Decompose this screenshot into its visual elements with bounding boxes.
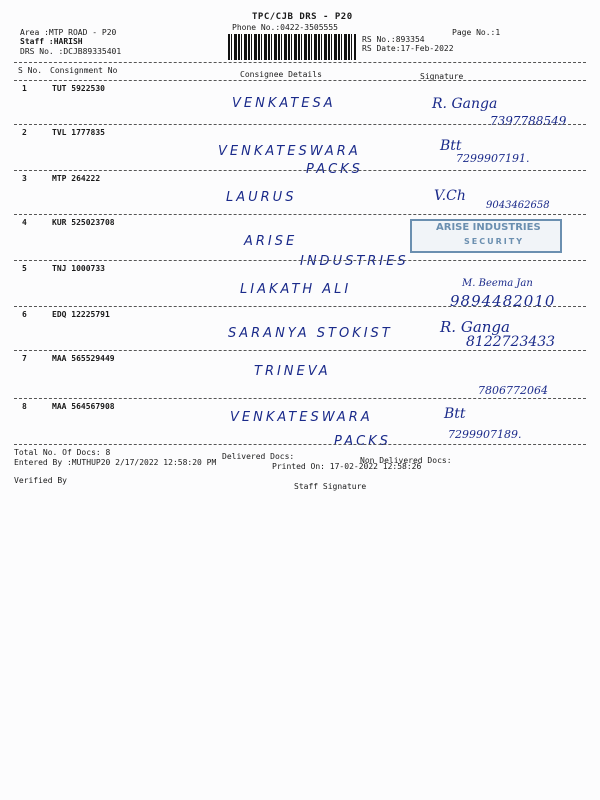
signature-phone: 7397788549	[490, 114, 567, 128]
consignee-name: VENKATESWARA	[230, 410, 373, 425]
consignee-name: ARISE	[244, 234, 298, 249]
column-consignee: Consignee Details	[240, 70, 322, 79]
staff-label: Staff :HARISH	[20, 37, 83, 46]
consignee-name: VENKATESWARA	[218, 144, 361, 159]
divider	[14, 350, 586, 351]
verified-by: Verified By	[14, 476, 67, 485]
divider	[14, 62, 586, 63]
signature-name: R. Ganga	[440, 318, 510, 336]
consignee-name: LAURUS	[226, 190, 297, 205]
signature-phone: 8122723433	[466, 334, 556, 350]
consignment-number: KUR 525023708	[52, 218, 115, 227]
signature-name: Btt	[440, 138, 462, 154]
signature-name: Btt	[444, 406, 466, 422]
divider	[14, 170, 586, 171]
signature-name: M. Beema Jan	[462, 278, 533, 289]
barcode	[228, 34, 356, 60]
row-number: 3	[22, 174, 27, 183]
consignee-name: SARANYA STOKIST	[228, 326, 393, 341]
consignment-number: MAA 565529449	[52, 354, 115, 363]
signature-phone: 9043462658	[486, 200, 550, 211]
signature-phone: 7299907191.	[456, 152, 530, 165]
signature-phone: 7299907189.	[448, 428, 522, 441]
signature-name: V.Ch	[434, 188, 466, 204]
row-number: 7	[22, 354, 27, 363]
column-signature: Signature	[420, 72, 464, 81]
signature-phone: 7806772064	[478, 384, 548, 397]
delivered-docs: Delivered Docs:	[222, 452, 295, 461]
stamp-security-text: SECURITY	[464, 237, 524, 246]
consignee-name: TRINEVA	[254, 364, 331, 379]
printed-on: Printed On: 17-02-2022 12:58:26	[272, 462, 422, 471]
row-number: 1	[22, 84, 27, 93]
column-consignment: Consignment No	[50, 66, 118, 75]
document-title: TPC/CJB DRS - P20	[252, 12, 353, 22]
stamp-company-name: ARISE INDUSTRIES	[436, 222, 541, 233]
page-number: Page No.:1	[452, 28, 501, 37]
rs-number: RS No.:893354	[362, 35, 425, 44]
divider	[14, 306, 586, 307]
phone-number: Phone No.:0422-3505555	[232, 23, 338, 32]
non-delivered-docs: Non Delivered Docs:	[360, 456, 452, 465]
row-number: 2	[22, 128, 27, 137]
staff-signature: Staff Signature	[294, 482, 367, 491]
row-number: 6	[22, 310, 27, 319]
consignee-name-line2: PACKS	[306, 162, 363, 177]
divider	[14, 80, 586, 81]
row-number: 4	[22, 218, 27, 227]
entered-by: Entered By :MUTHUP20 2/17/2022 12:58:20 PM	[14, 458, 217, 467]
consignment-number: TVL 1777835	[52, 128, 105, 137]
signature-name: R. Ganga	[432, 96, 498, 112]
rs-date: RS Date:17-Feb-2022	[362, 44, 454, 53]
consignment-number: TNJ 1000733	[52, 264, 105, 273]
total-docs: Total No. Of Docs: 8	[14, 448, 111, 457]
signature-phone: 9894482010	[450, 292, 556, 310]
consignee-name: VENKATESA	[232, 96, 336, 111]
drs-number: DRS No. :DCJB89335401	[20, 47, 122, 56]
divider	[14, 214, 586, 215]
consignee-name: LIAKATH ALI	[240, 282, 352, 297]
consignee-name-line2: PACKS	[334, 434, 391, 449]
row-number: 8	[22, 402, 27, 411]
column-sno: S No.	[18, 66, 43, 75]
consignment-number: TUT 5922530	[52, 84, 105, 93]
row-number: 5	[22, 264, 27, 273]
divider	[14, 260, 586, 261]
consignment-number: MTP 264222	[52, 174, 101, 183]
company-stamp	[410, 219, 562, 253]
consignee-name-line2: INDUSTRIES	[300, 254, 409, 269]
consignment-number: MAA 564567908	[52, 402, 115, 411]
consignment-number: EDQ 12225791	[52, 310, 110, 319]
divider	[14, 124, 586, 125]
divider	[14, 398, 586, 399]
area-label: Area :MTP ROAD - P20	[20, 28, 117, 37]
divider	[14, 444, 586, 445]
